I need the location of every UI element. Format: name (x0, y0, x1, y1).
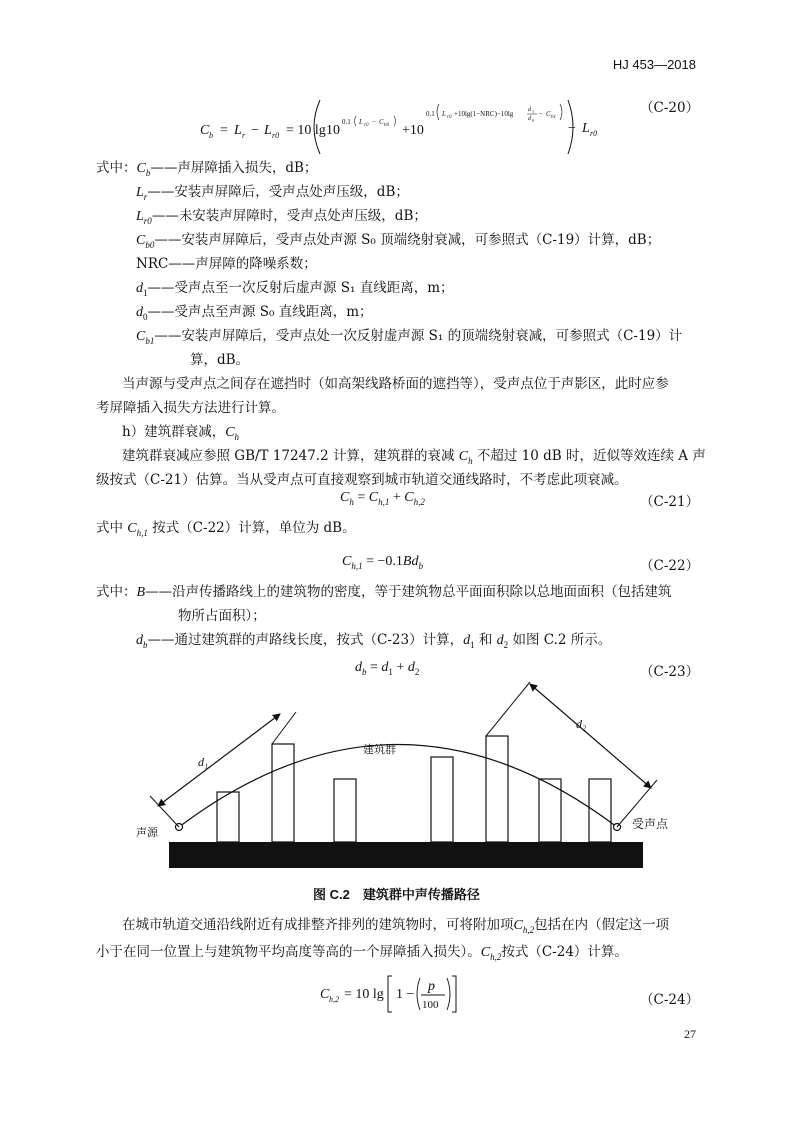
building-7 (589, 779, 611, 842)
paragraph-shadow-line1: 当声源与受声点之间存在遮挡时（如高架线路桥面的遮挡等），受声点位于声影区，此时应参 (122, 376, 669, 392)
def-cb1-continued: 算，dB。 (190, 352, 250, 368)
symbol-d2-inline: $d_2$ (496, 633, 509, 650)
symbol-db: $d_b$ (136, 633, 148, 650)
svg-text:r0: r0 (364, 123, 369, 128)
svg-text:1 −: 1 − (396, 987, 415, 1002)
line-c22-intro (96, 516, 356, 545)
svg-text:r: r (242, 131, 246, 140)
page-number: 27 (684, 1027, 696, 1041)
def-lr0-text: ——未安装声屏障时，受声点处声压级，dB； (151, 208, 427, 224)
def-b (96, 580, 672, 605)
svg-text:L: L (582, 121, 590, 136)
c22-intro-text-a: 式中 (96, 520, 128, 536)
paragraph-add-line1 (122, 913, 669, 942)
svg-text:1: 1 (532, 109, 534, 114)
svg-text:−: − (251, 123, 259, 138)
equation-c22: $C_{h,1} = -0.1Bd_b$ (342, 554, 423, 571)
paragraph-building-text-b: 不超过 10 dB 时，近似等效连续 A 声 (472, 448, 706, 464)
symbol-lr0: $L_{r0}$ (136, 209, 152, 226)
def-nrc: NRC——声屏障的降噪系数； (136, 256, 317, 272)
def-db-text-b: 和 (474, 632, 497, 648)
svg-text:b0: b0 (384, 123, 389, 128)
svg-text:d: d (528, 107, 531, 113)
symbol-d0: $d_0$ (136, 305, 148, 322)
svg-text:=: = (220, 123, 228, 138)
equation-c24 (318, 970, 468, 1018)
symbol-d1: $d_1$ (136, 281, 148, 298)
label-source: 声源 (136, 826, 158, 839)
equation-c20 (180, 96, 580, 158)
svg-text:r0: r0 (447, 115, 452, 120)
svg-text:p: p (428, 979, 435, 994)
svg-text:10: 10 (326, 123, 340, 138)
svg-text:= 10 lg: = 10 lg (286, 123, 326, 138)
building-5 (486, 736, 508, 842)
svg-text:L: L (442, 110, 446, 118)
equation-number-c23: （C-23） (640, 664, 700, 680)
def-prefix: 式中： (96, 160, 137, 176)
building-4 (431, 757, 453, 842)
symbol-ch: $C_h$ (225, 425, 240, 442)
def-d1-text: ——受声点至一次反射后虚声源 S₁ 直线距离，m； (147, 280, 454, 296)
symbol-ch2-b: $C_{h,2}$ (480, 945, 502, 962)
section-h-label: h）建筑群衰减， (122, 424, 226, 440)
svg-text:b: b (209, 131, 213, 140)
svg-text:−: − (539, 110, 543, 118)
para-add-text-c: 小于在同一位置上与建筑物平均高度等高的一个屏障插入损失）。 (96, 944, 481, 960)
svg-text:L: L (234, 123, 242, 138)
paragraph-add-line2 (96, 940, 628, 969)
ground-slab (169, 842, 643, 868)
symbol-ch-inline: $C_h$ (458, 449, 473, 466)
svg-text:C: C (546, 110, 551, 118)
paragraph-shadow-line2: 考屏障插入损失方法进行计算。 (96, 400, 285, 416)
equation-number-c21: （C-21） (640, 494, 700, 510)
symbol-lr: $L_r$ (136, 185, 148, 202)
equation-c23: $d_b = d_1 + d_2$ (355, 660, 420, 677)
paragraph-building-line2: 级按式（C-21）估算。当从受声点可直接观察到城市轨道交通线路时，不考虑此项衰减。 (96, 472, 628, 488)
symbol-ch2: $C_{h,2}$ (513, 918, 535, 935)
building-2 (272, 744, 294, 842)
def-lr-text: ——安装声屏障后，受声点处声压级，dB； (147, 184, 409, 200)
d2-extension-top (486, 682, 530, 736)
d2-dimension-arrow (530, 684, 651, 788)
svg-text:L: L (359, 118, 363, 126)
label-d1: d₁ (198, 755, 209, 769)
symbol-b: B (136, 585, 146, 600)
symbol-cb0: $C_{b0}$ (136, 233, 155, 250)
label-receiver: 受声点 (632, 817, 669, 831)
svg-text:+10: +10 (402, 123, 424, 138)
symbol-ch1: $C_{h,1}$ (127, 521, 148, 538)
svg-text:d: d (528, 116, 531, 122)
def-cb1-text: ——安装声屏障后，受声点处一次反射虚声源 S₁ 的顶端绕射衰减，可参照式（C-19）计 (154, 328, 683, 344)
def-d0-text: ——受声点至声源 S₀ 直线距离，m； (147, 304, 373, 320)
svg-text:r0: r0 (590, 129, 598, 138)
symbol-cb1: $C_{b1}$ (136, 329, 155, 346)
def-db-text-c: 如图 C.2 所示。 (508, 632, 612, 648)
svg-text:h,2: h,2 (329, 995, 339, 1004)
figure-c2-diagram (0, 680, 794, 880)
equation-number-c24: （C-24） (640, 992, 700, 1008)
c22-intro-text-b: 按式（C-22）计算，单位为 dB。 (147, 520, 356, 536)
symbol-d1-inline: $d_1$ (463, 633, 475, 650)
def-cb0-text: ——安装声屏障后，受声点处声源 S₀ 顶端绕射衰减，可参照式（C-19）计算，dB； (154, 232, 661, 248)
svg-text:C: C (379, 118, 384, 126)
svg-text:b1: b1 (551, 115, 556, 120)
para-add-text-d: 按式（C-24）计算。 (501, 944, 628, 960)
svg-text:L: L (264, 123, 272, 138)
svg-text:+10lg(1−NRC)−10lg: +10lg(1−NRC)−10lg (454, 110, 514, 118)
svg-text:−: − (372, 118, 376, 126)
svg-text:−: − (568, 121, 576, 136)
figure-caption: 图 C.2 建筑群中声传播路径 (313, 887, 480, 902)
equation-number-c20: （C-20） (640, 100, 700, 116)
equation-c20-tail (566, 114, 636, 140)
para-add-text-b: 包括在内（假定这一项 (534, 917, 670, 933)
symbol-cb: $C_b$ (136, 161, 151, 178)
def-b-text: ——沿声传播路线上的建筑物的密度，等于建筑物总平面面积除以总地面面积（包括建筑 (145, 584, 672, 600)
equation-number-c22: （C-22） (640, 558, 700, 574)
label-buildings: 建筑群 (363, 743, 396, 756)
sound-path-arc (179, 745, 617, 828)
label-d2: d₂ (576, 717, 587, 731)
svg-text:= 10 lg: = 10 lg (344, 987, 384, 1002)
svg-text:0: 0 (532, 118, 534, 123)
building-3 (334, 779, 356, 842)
def-db (136, 628, 611, 657)
def-c22-prefix: 式中： (96, 584, 137, 600)
document-header: HJ 453—2018 (612, 57, 696, 72)
equation-c21: $C_h = C_{h,1} + C_{h,2}$ (340, 490, 425, 507)
def-cb-text: ——声屏障插入损失，dB； (150, 160, 318, 176)
svg-text:0.1: 0.1 (426, 110, 435, 118)
svg-text:0.1: 0.1 (342, 118, 351, 126)
paragraph-building-text-a: 建筑群衰减应参照 GB/T 17247.2 计算，建筑群的衰减 (122, 448, 459, 464)
def-db-text-a: ——通过建筑群的声路线长度，按式（C-23）计算， (147, 632, 464, 648)
def-b-continued: 物所占面积）； (178, 608, 266, 624)
svg-text:r0: r0 (272, 131, 280, 140)
svg-text:C: C (320, 987, 330, 1002)
svg-text:100: 100 (422, 999, 439, 1011)
svg-text:C: C (200, 123, 210, 138)
para-add-text-a: 在城市轨道交通沿线附近有成排整齐排列的建筑物时，可将附加项 (122, 917, 514, 933)
